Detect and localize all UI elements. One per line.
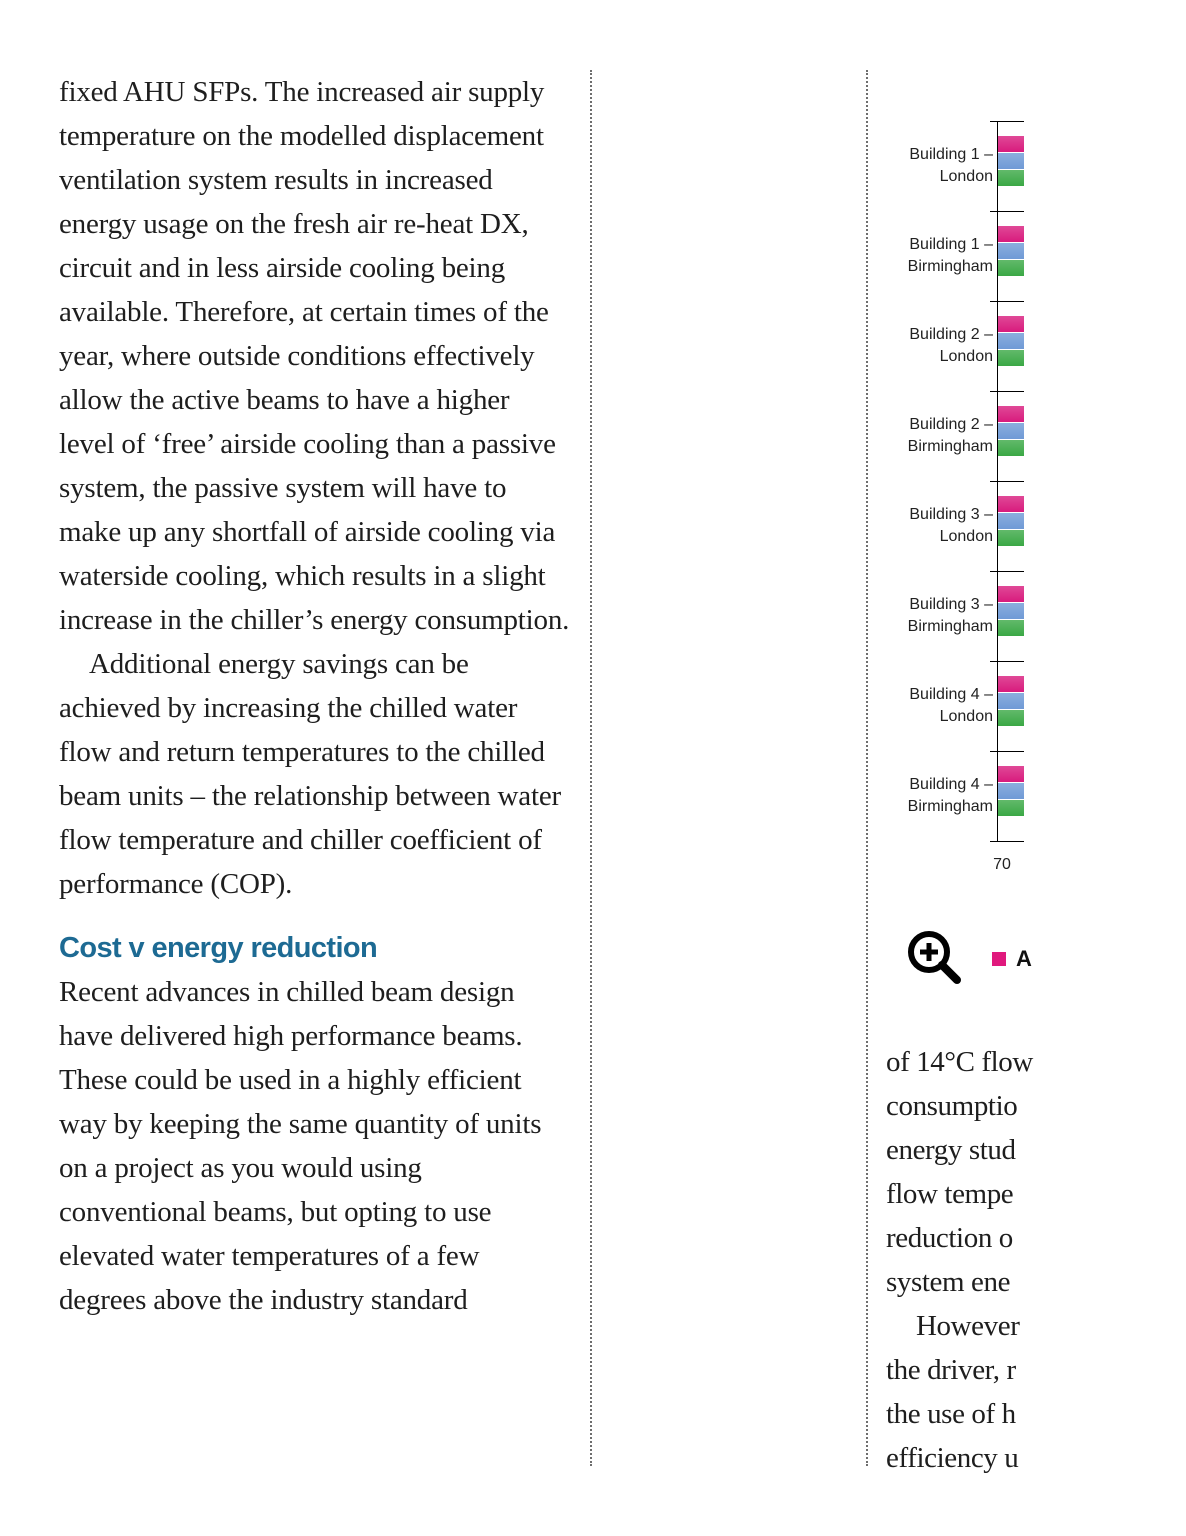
- category-tick: [990, 301, 1024, 302]
- bar-segment: [998, 676, 1024, 692]
- bar-segment: [998, 440, 1024, 456]
- category-tick: [990, 121, 1024, 122]
- category-label-line: Building 2 –: [909, 416, 993, 433]
- category-label-line: Building 3 –: [909, 596, 993, 613]
- bar-segment: [998, 710, 1024, 726]
- category-label-line: London: [939, 348, 993, 365]
- bar-segment: [998, 136, 1024, 152]
- category-label-line: Birmingham: [907, 438, 993, 455]
- body-paragraph: fixed AHU SFPs. The increased air supply temperature on the modelled displacement ventilation system results in increased energy usage on the fresh air re-heat DX, circuit and in less airside cooling being available. Therefore, at certain times of the year, where outside conditions effectively allow the active beams to have a higher level of ‘free’ airside cooling than a passive system, the passive system will have to make up any shortfall of airside cooling via waterside cooling, which results in a slight increase in the chiller’s energy consumption.: [59, 76, 570, 636]
- left-text-column: [59, 70, 571, 1322]
- bar-segment: [998, 423, 1024, 439]
- legend-swatch: [992, 952, 1006, 966]
- bar-segment: [998, 603, 1024, 619]
- bar-chart: [870, 110, 1024, 900]
- bar-segment: [998, 530, 1024, 546]
- bar-segment: [998, 620, 1024, 636]
- bar-segment: [998, 226, 1024, 242]
- body-line: efficiency u: [886, 1442, 1019, 1474]
- bar-segment: [998, 316, 1024, 332]
- bar-segment: [998, 783, 1024, 799]
- category-label-line: Building 1 –: [909, 236, 993, 253]
- category-label: [863, 324, 993, 368]
- category-tick: [990, 751, 1024, 752]
- category-label: [863, 774, 993, 818]
- category-tick: [990, 481, 1024, 482]
- body-line: system ene: [886, 1266, 1011, 1298]
- bar-segment: [998, 800, 1024, 816]
- body-line: the driver, r: [886, 1354, 1016, 1386]
- category-tick: [990, 211, 1024, 212]
- category-label-line: Building 4 –: [909, 776, 993, 793]
- body-line: consumptio: [886, 1090, 1018, 1122]
- category-tick: [990, 841, 1024, 842]
- category-label: [863, 144, 993, 188]
- bar-segment: [998, 260, 1024, 276]
- bar-segment: [998, 153, 1024, 169]
- bar-segment: [998, 350, 1024, 366]
- bar-segment: [998, 170, 1024, 186]
- right-text-column: [886, 1040, 1186, 1480]
- bar-segment: [998, 586, 1024, 602]
- body-line: However: [916, 1310, 1020, 1342]
- x-tick-label: 70: [993, 856, 1011, 873]
- category-label-line: London: [939, 708, 993, 725]
- category-label: [863, 684, 993, 728]
- body-line: of 14°C flow: [886, 1046, 1033, 1078]
- category-label: [863, 504, 993, 548]
- body-line: the use of h: [886, 1398, 1016, 1430]
- category-label-line: London: [939, 528, 993, 545]
- category-tick: [990, 571, 1024, 572]
- section-heading: Cost v energy reduction: [59, 932, 378, 964]
- body-line: energy stud: [886, 1134, 1016, 1166]
- category-tick: [990, 391, 1024, 392]
- bar-segment: [998, 333, 1024, 349]
- bar-segment: [998, 243, 1024, 259]
- category-label: [863, 594, 993, 638]
- category-label-line: Building 4 –: [909, 686, 993, 703]
- zoom-in-icon[interactable]: [905, 928, 963, 986]
- bar-segment: [998, 693, 1024, 709]
- bar-segment: [998, 513, 1024, 529]
- column-divider: [866, 70, 868, 1466]
- category-label-line: Building 2 –: [909, 326, 993, 343]
- body-paragraph: Recent advances in chilled beam design have delivered high performance beams. These could be used in a highly efficient way by keeping the same quantity of units on a project as you would using conventional beams, but opting to use elevated water temperatures of a few degrees above the industry standard: [59, 976, 542, 1316]
- category-label: [863, 414, 993, 458]
- category-label-line: London: [939, 168, 993, 185]
- body-line: flow tempe: [886, 1178, 1014, 1210]
- category-label-line: Birmingham: [907, 798, 993, 815]
- category-label-line: Building 3 –: [909, 506, 993, 523]
- category-label-line: Birmingham: [907, 258, 993, 275]
- body-paragraph: Additional energy savings can be achieved by increasing the chilled water flow and return temperatures to the chilled beam units – the relationship between water flow temperature and chiller coefficient of performance (COP).: [59, 648, 561, 900]
- category-label-line: Birmingham: [907, 618, 993, 635]
- category-label-line: Building 1 –: [909, 146, 993, 163]
- category-tick: [990, 661, 1024, 662]
- column-divider: [590, 70, 592, 1466]
- legend-label: A: [1016, 946, 1032, 971]
- bar-segment: [998, 406, 1024, 422]
- body-line: reduction o: [886, 1222, 1013, 1254]
- category-label: [863, 234, 993, 278]
- bar-segment: [998, 496, 1024, 512]
- bar-segment: [998, 766, 1024, 782]
